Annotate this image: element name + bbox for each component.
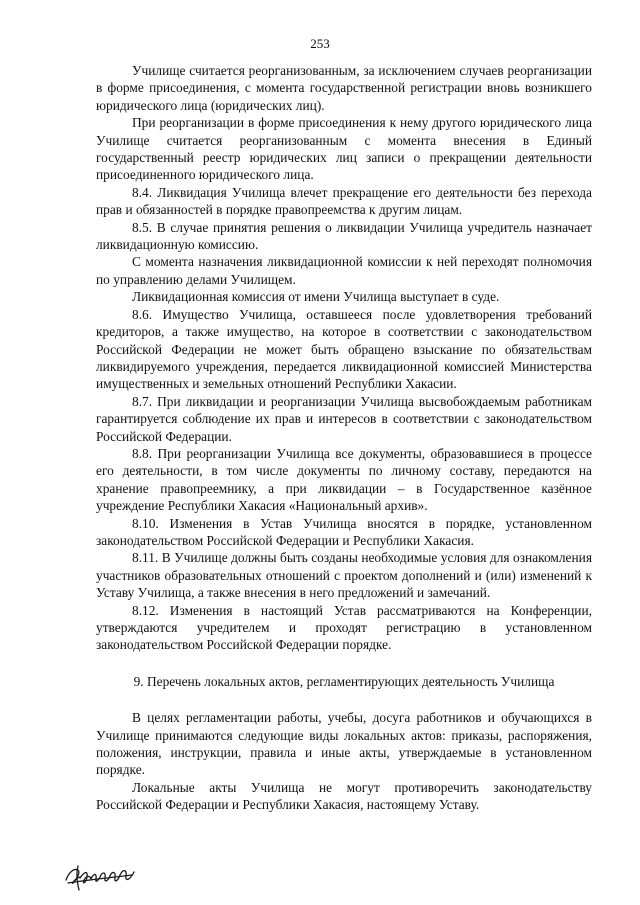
paragraph-8-5: 8.5. В случае принятия решения о ликвидации Училища учредитель назначает ликвидационную комиссию. <box>96 219 592 253</box>
paragraph-local-acts: В целях регламентации работы, учебы, досуга работников и обучающихся в Училище принимаются следующие виды локальных актов: приказы, распоряжения, положения, инструкции, правила и иные акты, утверждаемые в установленном порядке. <box>96 710 592 778</box>
paragraph-8-8: 8.8. При реорганизации Училища все документы, образовавшиеся в процессе его деятельности, в том числе документы по личному составу, передаются на хранение правопреемнику, а при ликвидации – в Государственное казённое учреждение Республики Хакасия «Национальный архив». <box>96 445 592 514</box>
paragraph-local-acts-compliance: Локальные акты Училища не могут противоречить законодательству Российской Федерации и Республики Хакасия, настоящему Уставу. <box>96 779 592 813</box>
paragraph-8-11: 8.11. В Училище должны быть созданы необходимые условия для ознакомления участников образовательных отношений с проектом дополнений и (или) изменений к Уставу Училища, а также внесения в него предложений и замечаний. <box>96 550 592 601</box>
document-body <box>96 62 592 814</box>
paragraph-8-7: 8.7. При ликвидации и реорганизации Училища высвобождаемым работникам гарантируется соблюдение их прав и интересов в соответствии с законодательством Российской Федерации. <box>96 393 592 444</box>
handwritten-signature <box>62 856 144 894</box>
paragraph-8-10: 8.10. Изменения в Устав Училища вносятся в порядке, установленном законодательством Российской Федерации и Республики Хакасия. <box>96 515 592 548</box>
section-title: 9. Перечень локальных актов, регламентирующих деятельность Училища <box>133 673 555 689</box>
paragraph-accession: При реорганизации в форме присоединения к нему другого юридического лица Училище считается реорганизованным с момента внесения в Единый государственный реестр юридических лиц записи о прекращении деятельности присоединенного юридического лица. <box>96 115 592 183</box>
paragraph-commission-court: Ликвидационная комиссия от имени Училища выступает в суде. <box>132 289 500 305</box>
paragraph-reorganization: Училище считается реорганизованным, за исключением случаев реорганизации в форме присоединения, с момента государственной регистрации вновь возникшего юридического лица (юридических лиц). <box>96 63 592 113</box>
paragraph-8-6: 8.6. Имущество Училища, оставшееся после удовлетворения требований кредиторов, а также имущество, на которое в соответствии с законодательством Российской Федерации не может быть обращено взыскание по обязательствам ликвидируемого учреждения, передается ликвидационной комиссией Министерства имущественных и земельных отношений Республики Хакасии. <box>96 306 592 392</box>
paragraph-8-4: 8.4. Ликвидация Училища влечет прекращение его деятельности без перехода прав и обязанностей в порядке правопреемства к другим лицам. <box>96 184 592 218</box>
page-number: 253 <box>310 36 330 51</box>
paragraph-8-12: 8.12. Изменения в настоящий Устав рассматриваются на Конференции, утверждаются учредителем и проходят регистрацию в установленном законодательством Российской Федерации порядке. <box>96 602 592 653</box>
paragraph-commission-powers: С момента назначения ликвидационной комиссии к ней переходят полномочия по управлению делами Училищем. <box>96 254 592 287</box>
signature-icon <box>62 856 144 894</box>
